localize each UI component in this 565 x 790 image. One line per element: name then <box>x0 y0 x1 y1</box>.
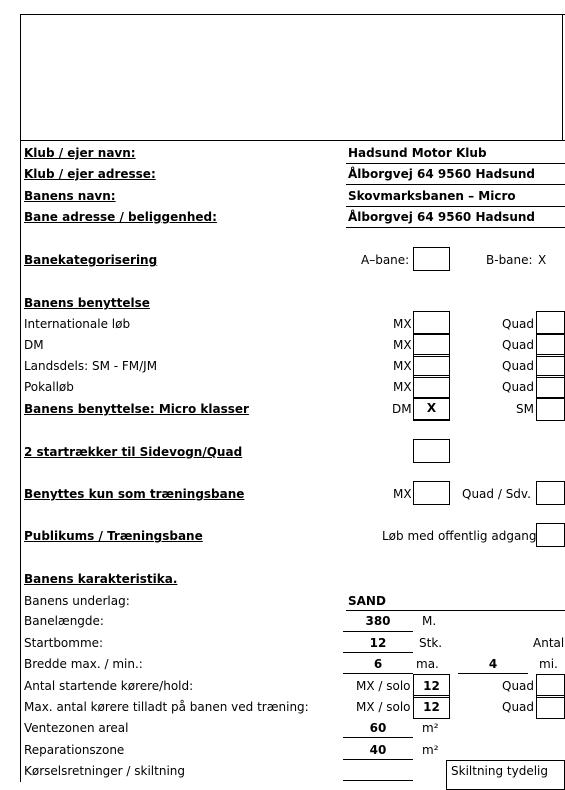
gates-count-label: Antal <box>533 636 565 650</box>
sidecar-label: 2 startrækker til Sidevogn/Quad <box>24 445 243 459</box>
surface-underline <box>346 610 565 611</box>
usage-row-cup-label: Pokalløb <box>24 380 74 394</box>
usage-micro-sm-box[interactable] <box>536 397 565 421</box>
usage-row-cup-quad-box[interactable] <box>536 375 565 399</box>
usage-micro-sm: SM <box>516 402 534 416</box>
gates-unit: Stk. <box>419 636 443 650</box>
track-address-label: Bane adresse / beliggenhed: <box>24 210 217 224</box>
usage-row-international-mx-box[interactable] <box>413 311 450 335</box>
track-address-underline <box>346 227 565 228</box>
repair-zone-value: 40 <box>369 743 387 757</box>
sheet-top-border <box>20 14 565 15</box>
characteristics-heading: Banens karakteristika. <box>24 572 178 586</box>
length-unit: M. <box>422 614 437 628</box>
riders-mx-label: MX / solo <box>356 679 411 693</box>
header-divider <box>20 140 565 141</box>
usage-row-dm-quad: Quad <box>502 338 535 352</box>
signs-box[interactable] <box>446 760 565 790</box>
track-name-label: Banens navn: <box>24 189 116 203</box>
training-max-label: Max. antal kørere tilladt på banen ved træning: <box>24 700 309 714</box>
length-underline <box>343 631 413 632</box>
club-address-value: Ålborgvej 64 9560 Hadsund <box>348 167 535 181</box>
usage-row-dm-mx: MX <box>393 338 412 352</box>
riders-label: Antal startende kørere/hold: <box>24 679 194 693</box>
usage-row-cup-mx: MX <box>393 380 412 394</box>
training-only-quad: Quad / Sdv. <box>462 487 531 501</box>
b-track-label: B-bane: <box>486 253 533 267</box>
repair-zone-underline <box>343 759 413 760</box>
signs-label: Kørselsretninger / skiltning <box>24 764 186 778</box>
sidecar-box[interactable] <box>413 439 450 463</box>
club-address-underline <box>346 184 565 185</box>
usage-row-international-quad: Quad <box>502 317 535 331</box>
sheet-right-border <box>562 14 563 140</box>
club-name-label: Klub / ejer navn: <box>24 146 136 160</box>
surface-value: SAND <box>348 594 386 608</box>
usage-row-international-label: Internationale løb <box>24 317 131 331</box>
track-name-underline <box>346 206 565 207</box>
club-name-value: Hadsund Motor Klub <box>348 146 487 160</box>
usage-row-dm-label: DM <box>24 338 44 352</box>
length-value: 380 <box>365 614 391 628</box>
width-min-underline <box>458 673 528 674</box>
track-name-value: Skovmarksbanen – Micro <box>348 189 516 203</box>
usage-micro-label: Banens benyttelse: Micro klasser <box>24 402 249 416</box>
riders-mx-value: 12 <box>423 679 440 693</box>
repair-zone-unit: m² <box>422 743 439 757</box>
usage-row-regional-label: Landsdels: SM - FM/JM <box>24 359 158 373</box>
track-address-value: Ålborgvej 64 9560 Hadsund <box>348 210 535 224</box>
usage-micro-dm-value: X <box>426 401 437 415</box>
usage-row-regional-quad: Quad <box>502 359 535 373</box>
repair-zone-label: Reparationszone <box>24 743 125 757</box>
training-only-mx-box[interactable] <box>413 481 450 505</box>
categorisation-label: Banekategorisering <box>24 253 158 267</box>
usage-row-regional-mx: MX <box>393 359 412 373</box>
width-label: Bredde max. / min.: <box>24 657 143 671</box>
width-min-unit: mi. <box>539 657 558 671</box>
width-min-value: 4 <box>488 657 498 671</box>
training-max-quad-box[interactable] <box>536 695 565 719</box>
training-max-mx-value: 12 <box>423 700 440 714</box>
width-max-value: 6 <box>373 657 383 671</box>
signs-underline <box>343 780 413 781</box>
training-only-label: Benyttes kun som træningsbane <box>24 487 245 501</box>
a-track-box[interactable] <box>413 247 450 271</box>
training-max-mx-label: MX / solo <box>356 700 411 714</box>
width-max-underline <box>343 673 413 674</box>
width-max-unit: ma. <box>416 657 439 671</box>
length-label: Banelængde: <box>24 614 104 628</box>
gates-label: Startbomme: <box>24 636 104 650</box>
club-address-label: Klub / ejer adresse: <box>24 167 156 181</box>
usage-row-cup-mx-box[interactable] <box>413 375 450 399</box>
b-track-value: X <box>538 253 547 267</box>
signs-clear-label: Skiltning tydelig <box>451 764 549 778</box>
usage-heading: Banens benyttelse <box>24 296 150 310</box>
usage-micro-dm-box[interactable] <box>413 397 450 421</box>
training-max-mx-box[interactable] <box>413 695 450 719</box>
usage-row-cup-quad: Quad <box>502 380 535 394</box>
waiting-zone-value: 60 <box>369 721 387 735</box>
sheet-left-border <box>20 14 21 782</box>
surface-label: Banens underlag: <box>24 594 130 608</box>
usage-micro-dm: DM <box>392 402 412 416</box>
usage-row-international-mx: MX <box>393 317 412 331</box>
riders-quad-label: Quad <box>502 679 535 693</box>
gates-underline <box>343 652 413 653</box>
training-max-quad-label: Quad <box>502 700 535 714</box>
club-name-underline <box>346 163 565 164</box>
waiting-zone-label: Ventezonen areal <box>24 721 129 735</box>
public-race-label: Løb med offentlig adgang <box>382 529 537 543</box>
waiting-zone-underline <box>343 737 413 738</box>
waiting-zone-unit: m² <box>422 721 439 735</box>
training-only-quad-box[interactable] <box>536 481 565 505</box>
training-only-mx: MX <box>393 487 412 501</box>
public-race-box[interactable] <box>536 523 565 547</box>
a-track-label: A–bane: <box>361 253 410 267</box>
gates-value: 12 <box>369 636 387 650</box>
usage-row-international-quad-box[interactable] <box>536 311 565 335</box>
public-label: Publikums / Træningsbane <box>24 529 203 543</box>
